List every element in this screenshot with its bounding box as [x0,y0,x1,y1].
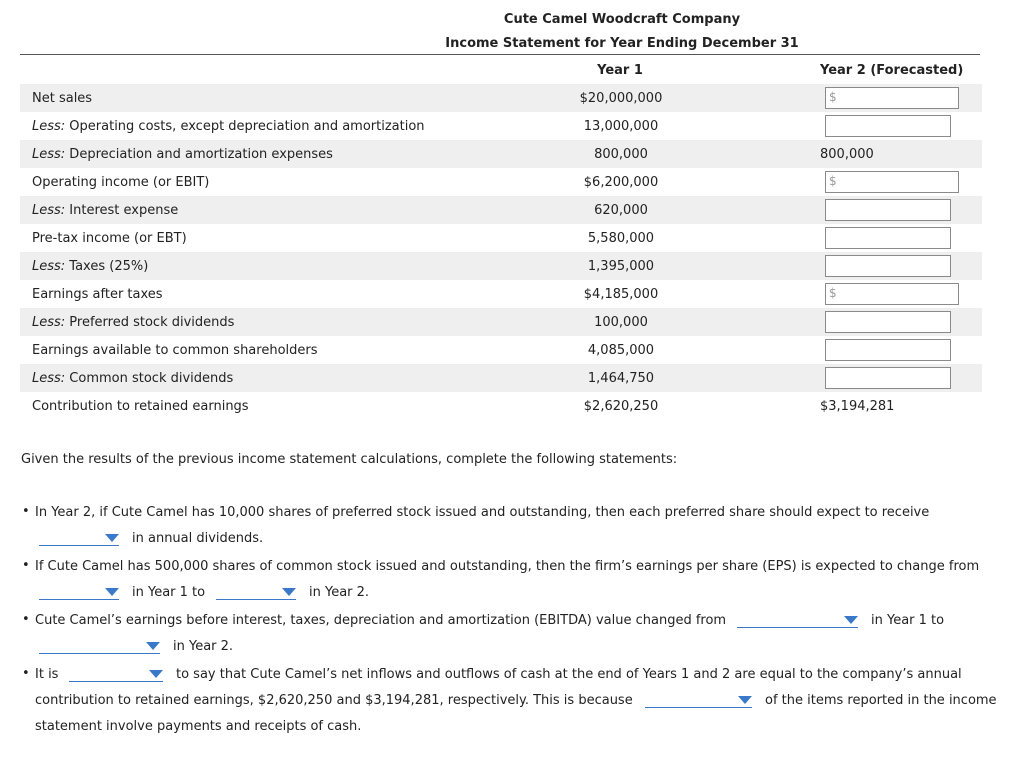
statement-1-suffix: in annual dividends. [132,531,264,546]
year1-value: 1,464,750 [587,371,655,386]
table-row [20,112,982,140]
row-label [32,91,92,106]
row-label [32,399,249,414]
row-label [32,231,187,246]
row-label [32,147,333,162]
statement-2-suffix: in Year 2. [309,585,370,600]
instructions-text: Given the results of the previous income statement calculations, complete the following statements: [21,452,678,467]
row-label [32,119,425,134]
year1-value: 620,000 [594,203,648,218]
statement-3-mid: in Year 1 to [871,613,945,628]
year1-value: 1,395,000 [587,259,655,274]
table-row [20,336,982,364]
bullet: • [22,504,30,519]
statement-4-continued: to say that Cute Camel’s net inflows and outflows of cash at the end of Years 1 and 2 are equal to the company’s annual [176,667,962,682]
row-label-prefix: Less: [32,371,66,386]
statement-3-suffix: in Year 2. [173,639,234,654]
chevron-down-icon [105,588,119,596]
year1-value: $2,620,250 [583,399,659,414]
year1-value: 5,580,000 [587,231,655,246]
table-row [20,84,982,112]
dropdown-ebitda-year2[interactable] [39,638,160,654]
chevron-down-icon [149,670,163,678]
dollar-sign: $ [829,174,837,188]
row-label [32,287,163,302]
company-name: Cute Camel Woodcraft Company [503,12,741,27]
chevron-down-icon [105,534,119,542]
table-row [20,392,982,420]
dropdown-eps-year2[interactable] [216,584,296,600]
year1-value: 4,085,000 [587,343,655,358]
year1-header: Year 1 [597,63,643,78]
row-label-text: Operating costs, except depreciation and amortization [65,119,425,134]
year1-value: $20,000,000 [579,91,663,106]
statement-4-line3: statement involve payments and receipts of cash. [35,719,362,734]
year2-input[interactable] [825,199,951,221]
row-label-text: Operating income (or EBIT) [32,175,210,190]
row-label [32,315,234,330]
year2-input[interactable] [825,255,951,277]
dropdown-eps-year1[interactable] [39,584,119,600]
year1-value: 100,000 [594,315,648,330]
statement-3-text: Cute Camel’s earnings before interest, taxes, depreciation and amortization (EBITDA) value changed from [35,613,727,628]
row-label-prefix: Less: [32,147,66,162]
row-label [32,259,148,274]
table-row [20,252,982,280]
statement-2-text: If Cute Camel has 500,000 shares of common stock issued and outstanding, then the firm’s earnings per share (EPS) is expected to change from [35,559,980,574]
row-label [32,343,318,358]
table-row [20,168,982,196]
year2-input[interactable] [825,171,959,193]
row-label-text: Interest expense [65,203,179,218]
table-row [20,308,982,336]
row-label [32,175,209,190]
year2-header: Year 2 (Forecasted) [820,63,964,78]
year2-input[interactable] [825,311,951,333]
bullet: • [22,666,30,681]
statement-4-line2-end: of the items reported in the income [765,693,997,708]
year1-value: 13,000,000 [583,119,659,134]
year2-input[interactable] [825,115,951,137]
statement-4-text: It is [35,667,59,682]
row-label-text: Earnings after taxes [32,287,163,302]
chevron-down-icon [146,642,160,650]
row-label-prefix: Less: [32,203,66,218]
row-label-text: Preferred stock dividends [65,315,235,330]
row-label-prefix: Less: [32,119,66,134]
chevron-down-icon [738,696,752,704]
row-label-text: Earnings available to common shareholders [32,343,318,358]
row-label [32,203,178,218]
row-label [32,371,233,386]
chevron-down-icon [844,616,858,624]
dropdown-items-proportion[interactable] [645,692,752,708]
row-label-text: Contribution to retained earnings [32,399,249,414]
statement-4-line2: contribution to retained earnings, $2,620,250 and $3,194,281, respectively. This is because [35,693,633,708]
statement-2-mid: in Year 1 to [132,585,206,600]
year2-input[interactable] [825,227,951,249]
table-row [20,140,982,168]
row-label-text: Net sales [32,91,93,106]
year2-value: $3,194,281 [820,399,895,414]
table-row [20,224,982,252]
row-label-prefix: Less: [32,259,66,274]
chevron-down-icon [282,588,296,596]
row-label-text: Depreciation and amortization expenses [65,147,333,162]
year2-value: 800,000 [820,147,874,162]
statement-1-text: In Year 2, if Cute Camel has 10,000 shares of preferred stock issued and outstanding, then each preferred share should expect to receive [35,505,930,520]
dollar-sign: $ [829,286,837,300]
dropdown-accuracy[interactable] [69,666,163,682]
year2-input[interactable] [825,283,959,305]
year2-input[interactable] [825,339,951,361]
dropdown-preferred-dividend[interactable] [39,530,119,546]
row-label-text: Pre-tax income (or EBT) [32,231,187,246]
year1-value: 800,000 [594,147,648,162]
statement-title: Income Statement for Year Ending December 31 [445,36,799,51]
dollar-sign: $ [829,90,837,104]
year2-input[interactable] [825,87,959,109]
header-rule [20,54,980,55]
row-label-text: Taxes (25%) [65,259,149,274]
dropdown-ebitda-year1[interactable] [737,612,858,628]
table-row [20,364,982,392]
bullet: • [22,558,30,573]
bullet: • [22,612,30,627]
row-label-prefix: Less: [32,315,66,330]
table-row [20,280,982,308]
table-row [20,196,982,224]
year1-value: $4,185,000 [583,287,659,302]
year2-input[interactable] [825,367,951,389]
year1-value: $6,200,000 [583,175,659,190]
row-label-text: Common stock dividends [65,371,234,386]
